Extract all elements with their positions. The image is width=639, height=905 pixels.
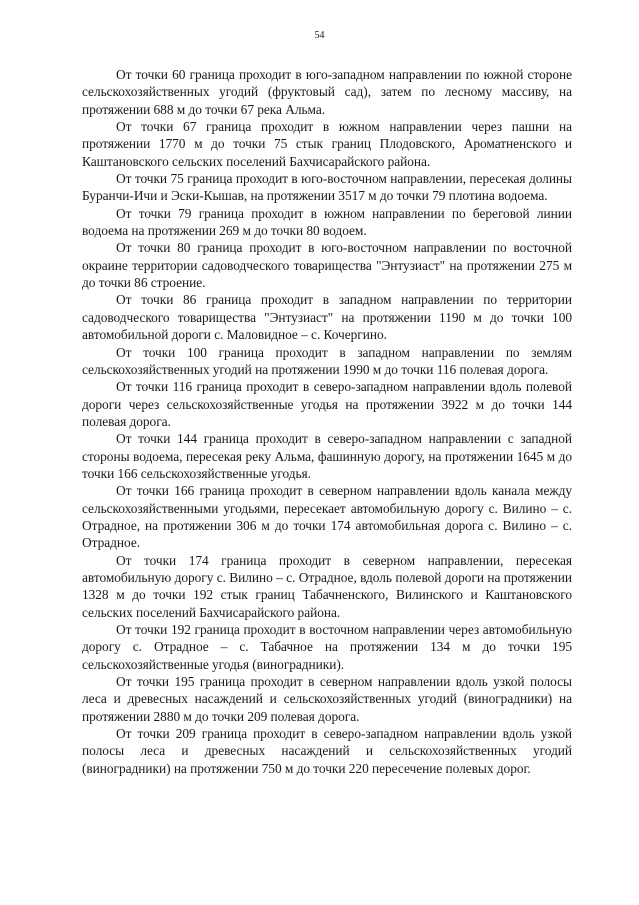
paragraph: От точки 195 граница проходит в северном направлении вдоль узкой полосы леса и древесных насаждений и сельскохозяйственных угодий (виноградники) на протяжении 2880 м до точки 209 полевая дорога. bbox=[82, 674, 572, 724]
paragraph: От точки 116 граница проходит в северо-западном направлении вдоль полевой дороги через сельскохозяйственные угодья на протяжении 3922 м до точки 144 полевая дорога. bbox=[82, 379, 572, 429]
paragraph: От точки 209 граница проходит в северо-западном направлении вдоль узкой полосы леса и древесных насаждений и сельскохозяйственных угодий (виноградники) на протяжении 750 м до точки 220 пересечение полевых дорог. bbox=[82, 726, 572, 776]
paragraph: От точки 166 граница проходит в северном направлении вдоль канала между сельскохозяйственными угодьями, пересекает автомобильную дорогу с. Вилино – с. Отрадное, на протяжении 306 м до точки 174 автомобильная дорога с. Вилино – с. Отрадное. bbox=[82, 483, 572, 551]
paragraph: От точки 144 граница проходит в северо-западном направлении с западной стороны водоема, пересекая реку Альма, фашинную дорогу, на протяжении 1645 м до точки 166 сельскохозяйственные угодья. bbox=[82, 431, 572, 481]
paragraph: От точки 79 граница проходит в южном направлении по береговой линии водоема на протяжении 269 м до точки 80 водоем. bbox=[82, 205, 572, 239]
paragraph: От точки 60 граница проходит в юго-западном направлении по южной стороне сельскохозяйственных угодий (фруктовый сад), затем по лесному массиву, на протяжении 688 м до точки 67 река Альма. bbox=[82, 67, 572, 117]
paragraph: От точки 192 граница проходит в восточном направлении через автомобильную дорогу с. Отрадное – с. Табачное на протяжении 134 м до точки 195 сельскохозяйственные угодья (виноградники). bbox=[82, 622, 572, 672]
page-number: 54 bbox=[314, 30, 325, 41]
paragraph: От точки 80 граница проходит в юго-восточном направлении по восточной окраине территории садоводческого товарищества "Энтузиаст" на протяжении 275 м до точки 86 строение. bbox=[82, 240, 572, 291]
paragraph: От точки 100 граница проходит в западном направлении по землям сельскохозяйственных угодий на протяжении 1990 м до точки 116 полевая дорога. bbox=[82, 344, 572, 377]
paragraph: От точки 174 граница проходит в северном направлении, пересекая автомобильную дорогу с. Вилино – с. Отрадное, вдоль полевой дороги на протяжении 1328 м до точки 192 стык границ Табачненского, Вилинского и Каштановского сельских поселений Бахчисарайского района. bbox=[82, 552, 572, 620]
paragraph: От точки 86 граница проходит в западном направлении по территории садоводческого товарищества "Энтузиаст" на протяжении 1190 м до точки 100 автомобильной дороги с. Маловидное – с. Кочергино. bbox=[82, 292, 572, 343]
paragraph: От точки 75 граница проходит в юго-восточном направлении, пересекая долины Буранчи-Ичи и Эски-Кышав, на протяжении 3517 м до точки 79 плотина водоема. bbox=[82, 171, 572, 204]
document-body bbox=[82, 66, 572, 777]
paragraph: От точки 67 граница проходит в южном направлении через пашни на протяжении 1770 м до точки 75 стык границ Плодовского, Ароматненского и Каштановского сельских поселений Бахчисарайского района. bbox=[82, 119, 572, 169]
